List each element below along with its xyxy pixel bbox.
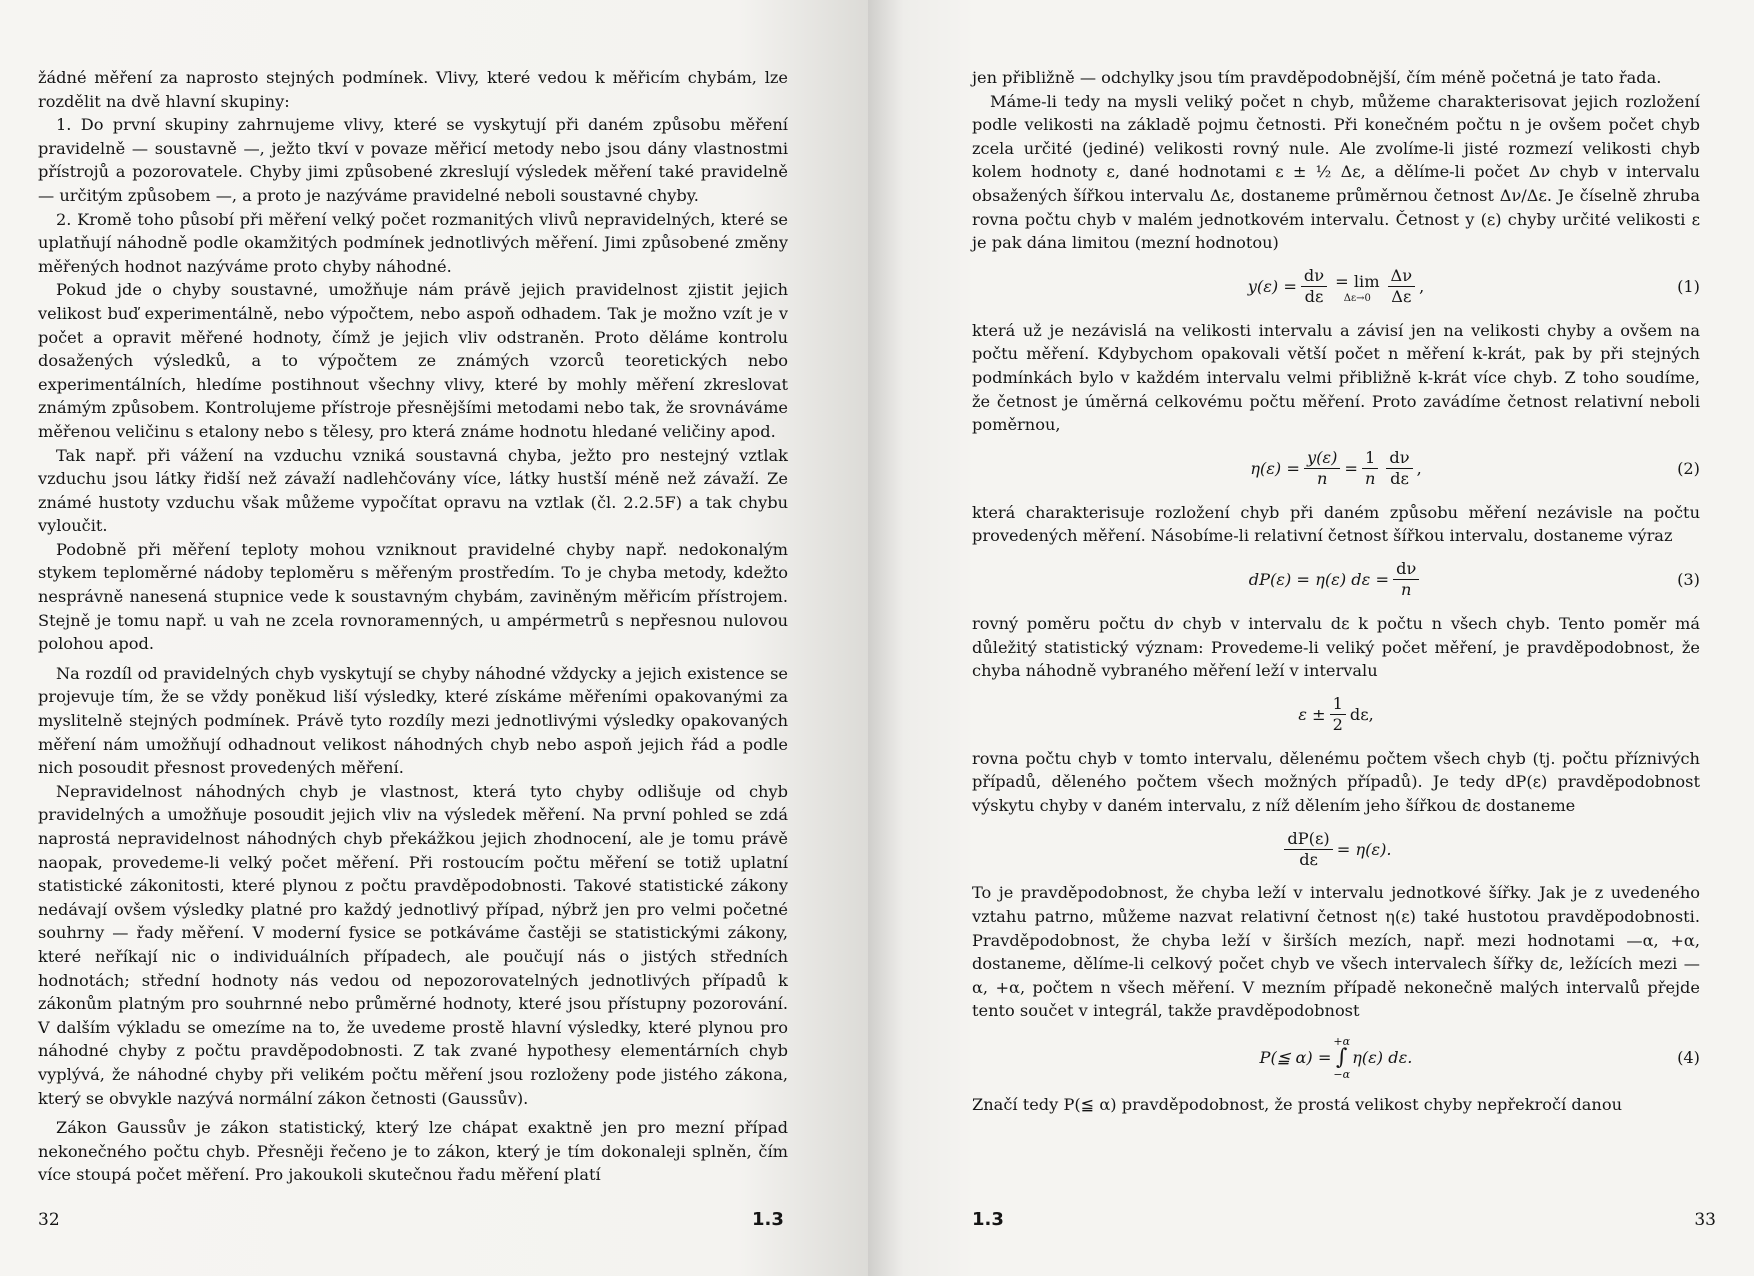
paragraph: Tak např. při vážení na vzduchu vzniká soustavná chyba, ježto pro nestejný vztlak vzduchu jsou látky řidší než závaží nadlehčovány více, látky hustší méně než závaží. Ze známé hustoty vzduchu však můžeme vypočítat opravu na vztlak (čl. 2.2.5F) a tak chybu vyloučit.: [38, 445, 788, 536]
paragraph: Podobně při měření teploty mohou vzniknout pravidelné chyby např. nedokonalým stykem teploměrné nádoby teploměru s měřeným prostředím. To je chyba metody, kdežto nesprávně nanesená stupnice vede k soustavným chybám, zaviněným měřicím přístrojem. Stejně je tomu např. u vah ne zcela rovnoramenných, u ampérmetrů s nepřesnou nulovou polohou apod.: [38, 539, 788, 654]
section-number: 1.3: [972, 1209, 1004, 1230]
equation-number: (1): [1677, 276, 1700, 296]
paragraph: která charakterisuje rozložení chyb při daném způsobu měření nezávisle na počtu provedených měření. Násobíme-li relativní četnost šířkou intervalu, dostaneme výraz: [972, 502, 1700, 546]
paragraph: která už je nezávislá na velikosti intervalu a závisí jen na velikosti chyby a ovšem na počtu měření. Kdybychom opakovali větší počet n měření k-krát, pak by při stejných podmínkách bylo v každém intervalu velmi přibližně k-krát více chyb. Z toho soudíme, že četnost je úměrná celkovému počtu měření. Proto zavádíme četnost relativní neboli poměrnou,: [972, 320, 1700, 435]
paragraph: žádné měření za naprosto stejných podmínek. Vlivy, které vedou k měřicím chybám, lze rozdělit na dvě hlavní skupiny:: [38, 68, 788, 111]
paragraph: Značí tedy P(≦ α) pravděpodobnost, že prostá velikost chyby nepřekročí danou: [972, 1095, 1623, 1115]
paragraph: Zákon Gaussův je zákon statistický, který lze chápat exaktně jen pro mezní případ nekonečného počtu chyb. Přesněji řečeno je to zákon, který je tím dokonaleji splněn, čím více stoupá počet měření. Pro jakoukoli skutečnou řadu měření platí: [38, 1118, 788, 1185]
paragraph: To je pravděpodobnost, že chyba leží v intervalu jednotkové šířky. Jak je z uvedeného vztahu patrno, můžeme nazvat relativní četnost η(ε) také hustotou pravděpodobnosti. Pravděpodobnost, že chyba leží v širších mezích, např. mezi hodnotami —α, +α, dostaneme, dělíme-li celkový počet chyb ve všech intervalech šířky dε, ležících mezi —α, +α, počtem n všech měření. V mezním případě nekonečně malých intervalů přejde tento součet v integrál, takže pravděpodobnost: [972, 883, 1700, 1021]
equation-3: dP(ε) = η(ε) dε = $\frac{d\nu}{n}$ (3): [1248, 559, 1700, 600]
page-number: 32: [38, 1210, 60, 1230]
paragraph: Máme-li tedy na mysli veliký počet n chyb, můžeme charakterisovat jejich rozložení podle velikosti na základě pojmu četnosti. Při konečném počtu n je ovšem počet chyb zcela určité (jediné) velikosti rovný nule. Ale zvolíme-li jisté rozmezí velikosti chyb kolem hodnoty ε, dané hodnotami ε ± ½ Δε, a dělíme-li počet Δν chyb v intervalu obsažených šířkou intervalu Δε, dostaneme průměrnou četnost Δν/Δε. Je číselně zhruba rovna počtu chyb v malém jednotkovém intervalu. Četnost y (ε) chyby určité velikosti ε je pak dána limitou (mezní hodnotou): [972, 91, 1700, 253]
paragraph: rovna počtu chyb v tomto intervalu, dělenému počtem všech chyb (tj. počtu příznivých případů, děleného počtem všech možných případů). Je tedy dP(ε) pravděpodobnost výskytu chyby v daném intervalu, z níž dělením jeho šířkou dε dostaneme: [972, 748, 1700, 815]
right-text-column: [972, 66, 1700, 1117]
right-page: [868, 0, 1754, 1276]
left-page: [0, 0, 868, 1276]
equation-4: P(≦ α) = +α ∫ −α η(ε) dε. (4): [1259, 1035, 1700, 1082]
equation-number: (3): [1677, 570, 1700, 590]
paragraph: Pokud jde o chyby soustavné, umožňuje nám právě jejich pravidelnost zjistit jejich velikost buď experimentálně, nebo výpočtem, nebo aspoň odhadem. Tak je možno vzít je v počet a opravit měřené hodnoty, čímž je jejich vliv odstraněn. Proto děláme kontrolu dosažených výsledků, a to výpočtem ze známých vzorců teoretických nebo experimentálních, hledíme postihnout všechny vlivy, které by mohly měření zkreslovat známým způsobem. Kontrolujeme přístroje přesnějšími metodami nebo tak, že srovnáváme měřenou veličinu s etalony nebo s tělesy, pro která známe hodnotu hledané veličiny apod.: [38, 280, 788, 441]
equation-2: η(ε) = $\frac{y(\varepsilon)}{n}$ = $\frac{1}{n}$ $\frac{d\nu}{d\varepsilon}$ , (2): [1250, 448, 1700, 489]
equation-number: (4): [1677, 1048, 1700, 1068]
equation-density: $\frac{dP(\varepsilon)}{d\varepsilon}$ = η(ε).: [972, 817, 1700, 881]
paragraph: Nepravidelnost náhodných chyb je vlastnost, která tyto chyby odlišuje od chyb pravidelných a umožňuje posoudit jejich vliv na výsledek měření. Na první pohled se zdá naprostá nepravidelnost náhodných chyb překážkou jejich zhodnocení, ale je tomu právě naopak, provedeme-li velký počet měření. Při rostoucím počtu měření se totiž uplatní statistické zákonitosti, které plynou z počtu pravděpodobnosti. Takové statistické zákony nedávají ovšem výsledky platné pro každý jednotlivý případ, nýbrž jen pro velmi početné souhrny — řady měření. V moderní fysice se potkáváme častěji se statistickými zákony, které neříkají nic o individuálních případech, ale poučují nás o jistých středních hodnotách; střední hodnoty nás vedou od nepozorovatelných jednotlivých případů k zákonům platným pro souhrnné nebo průměrné hodnoty, které jsou přístupny pozorování. V dalším výkladu se omezíme na to, že uvedeme prostě hlavní výsledky, které plynou pro náhodné chyby z počtu pravděpodobnosti. Z tak zvané hypothesy elementárních chyb vyplývá, že náhodné chyby při velikém počtu měření jsou rozloženy pode jistého zákona, který se obvykle nazývá normální zákon četnosti (Gaussův).: [38, 781, 788, 1108]
paragraph: Na rozdíl od pravidelných chyb vyskytují se chyby náhodné vždycky a jejich existence se projevuje tím, že se vždy poněkud liší výsledky, které získáme měřeními opakovanými za myslitelně stejných podmínek. Právě tyto rozdíly mezi jednotlivými výsledky opakovaných měření nám umožňují odhadnout velikost náhodných chyb nebo aspoň jejich řád a podle nich posoudit přesnost provedených měření.: [38, 663, 788, 778]
paragraph: 1. Do první skupiny zahrnujeme vlivy, které se vyskytují při daném způsobu měření pravidelně — soustavně —, ježto tkví v povaze měřicí metody nebo jsou dány vlastnostmi přístrojů a pozorovatele. Chyby jimi způsobené zkreslují výsledek měření také pravidelně — určitým způsobem —, a proto je nazýváme pravidelné neboli soustavné chyby.: [38, 115, 788, 205]
paragraph: 2. Kromě toho působí při měření velký počet rozmanitých vlivů nepravidelných, které se uplatňují náhodně podle okamžitých podmínek jednotlivých měření. Jimi způsobené změny měřených hodnot nazýváme proto chyby náhodné.: [38, 209, 788, 276]
equation-number: (2): [1677, 458, 1700, 478]
paragraph: rovný poměru počtu dν chyb v intervalu dε k počtu n všech chyb. Tento poměr má důležitý statistický význam: Provedeme-li veliký počet měření, je pravděpodobnost, že chyba náhodně vybraného měření leží v intervalu: [972, 613, 1700, 681]
paragraph: jen přibližně — odchylky jsou tím pravděpodobnější, čím méně početná je tato řada.: [972, 68, 1662, 87]
left-text-column: [38, 66, 788, 1187]
equation-1: y(ε) = $\frac{d\nu}{d\varepsilon}$ = lim Δε→0 $\frac{\Delta\nu}{\Delta\varepsilon}$ , (1): [1247, 266, 1700, 307]
section-number: 1.3: [752, 1209, 784, 1230]
equation-interval: ε ± $\frac{1}{2}$ dε,: [1298, 694, 1374, 735]
page-number: 33: [1694, 1210, 1716, 1230]
